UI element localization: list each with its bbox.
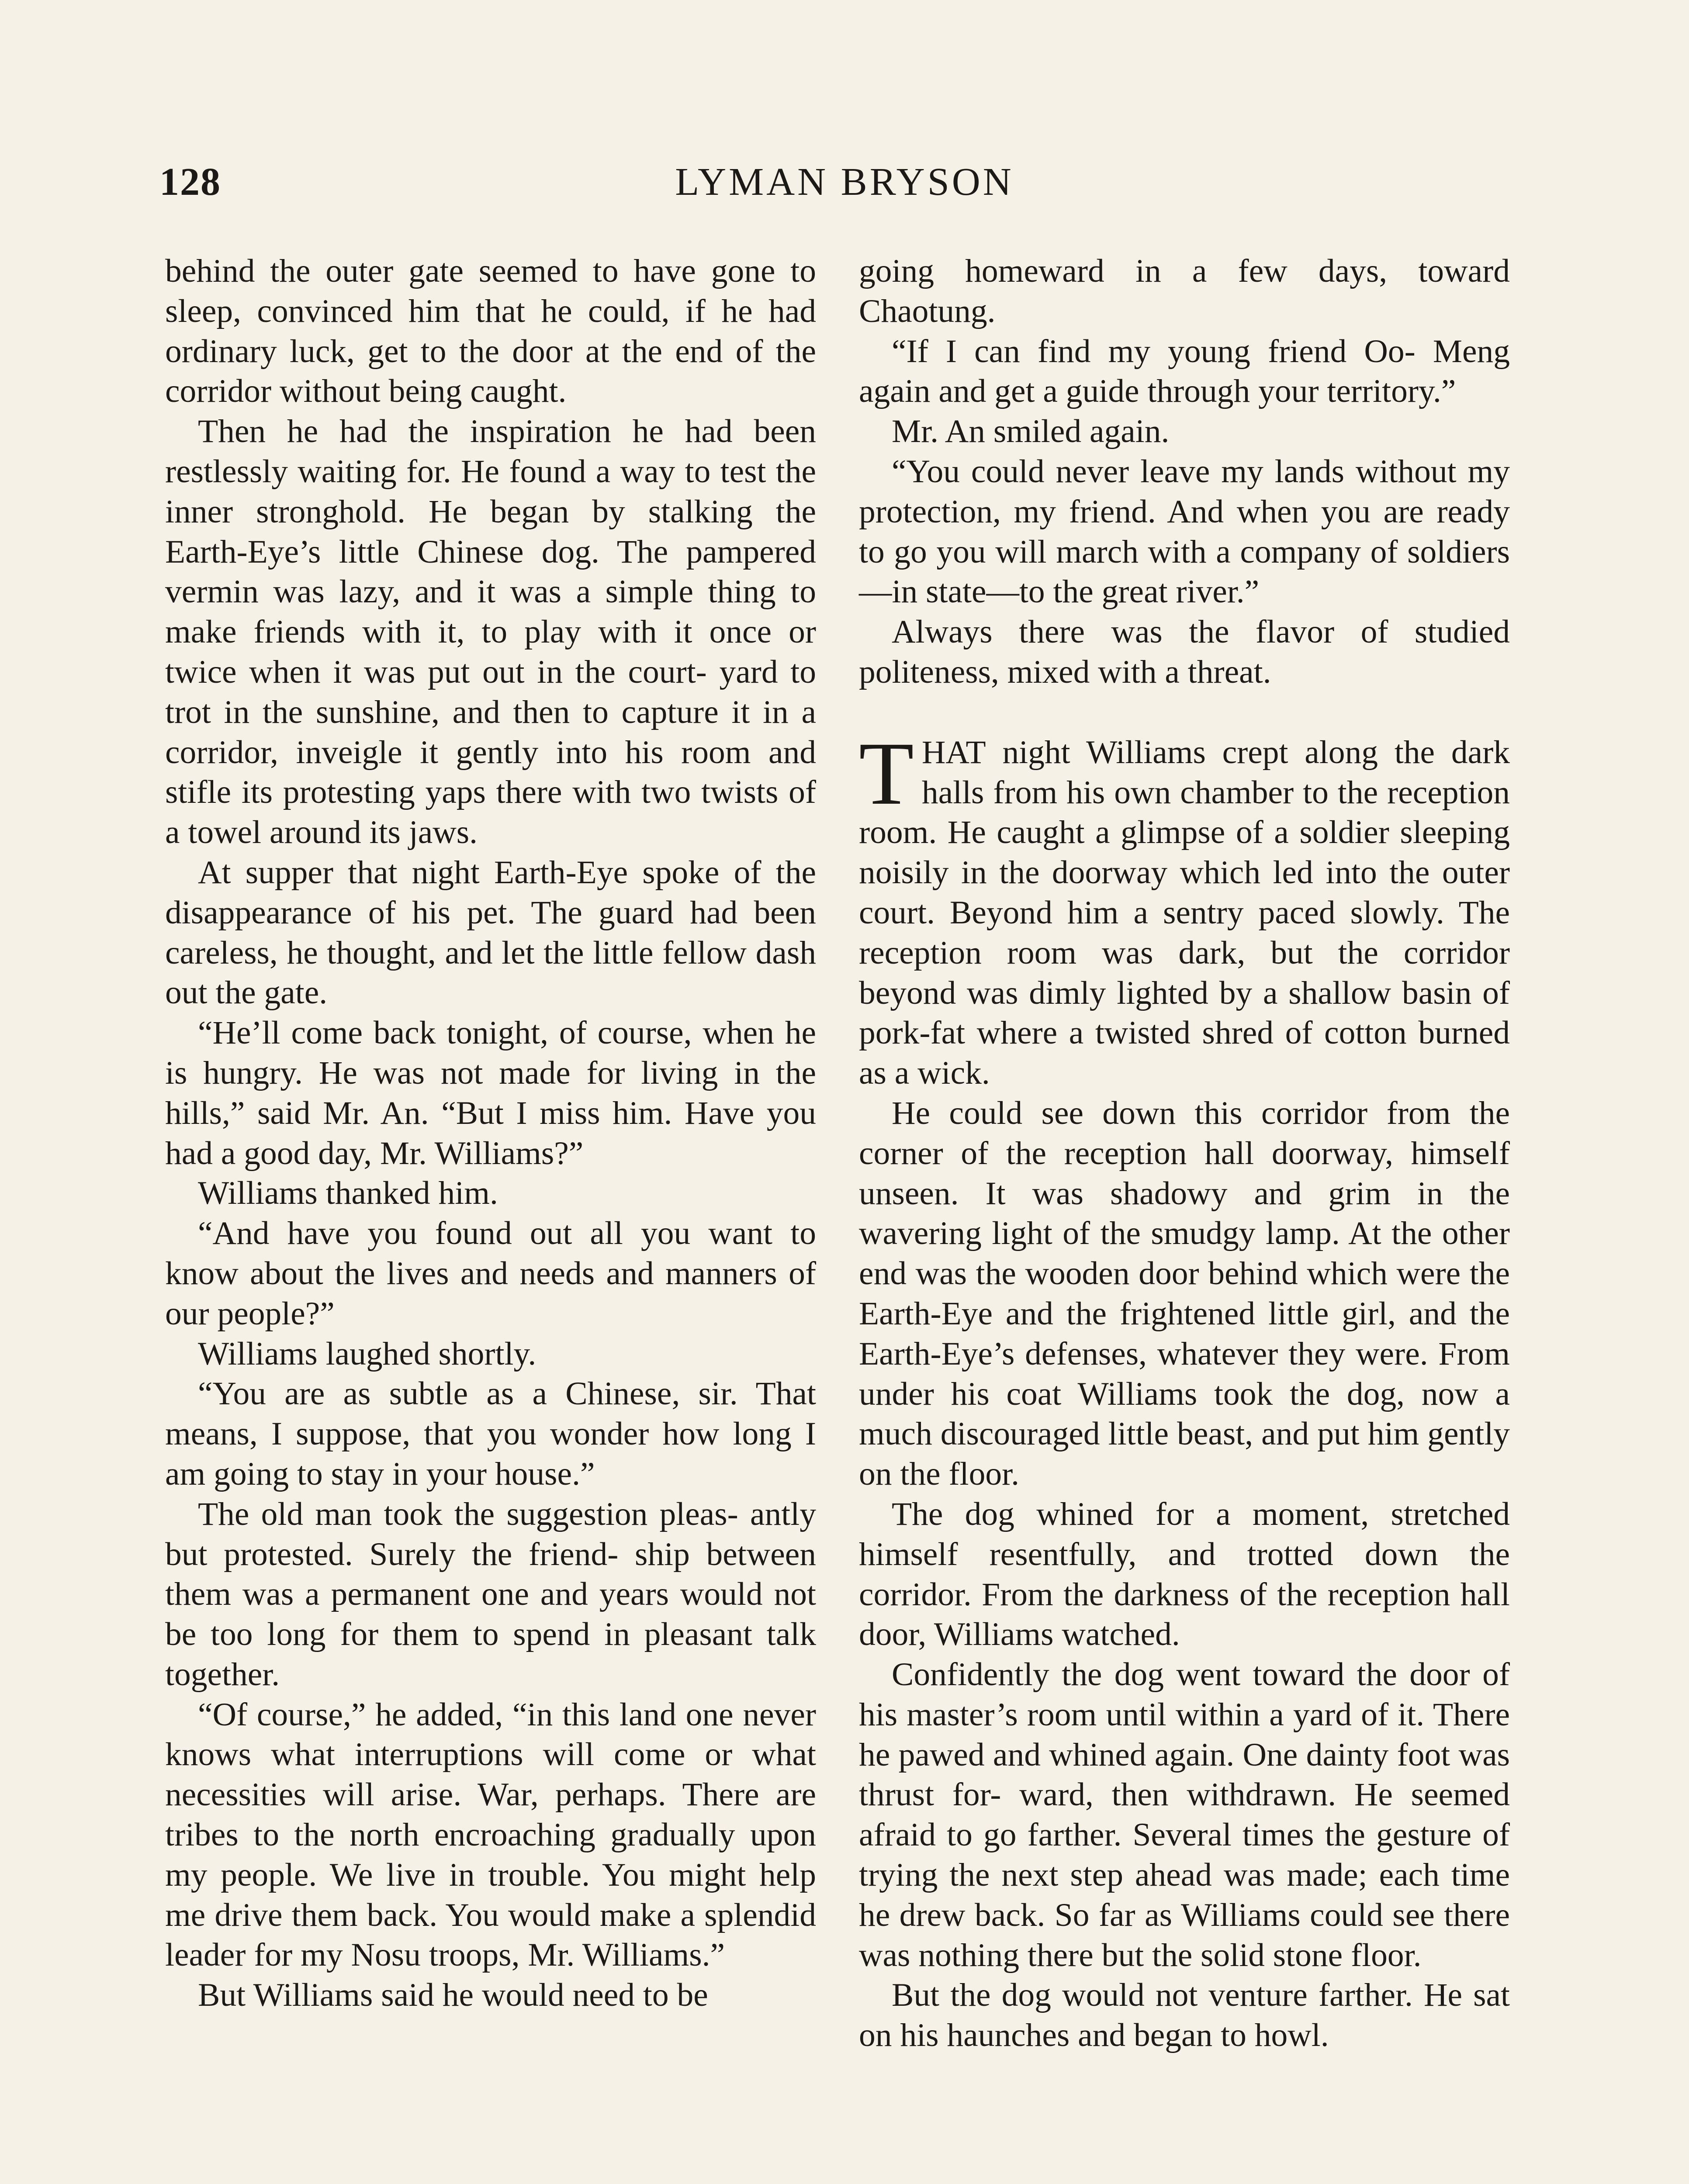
paragraph: But the dog would not venture farther. He sat on his haunches and began to howl. [859, 1977, 1510, 2054]
section-first-text: night Williams crept along the dark halls from his own chamber to the reception room. He caught a glimpse of a soldier sleeping noisily in the doorway which led into the outer court. Beyond him a sentry paced slowly. The reception room was dark, but the corridor beyond was dimly lighted by a shallow basin of pork-fat where a twisted shred of cotton burned as a wick. [859, 734, 1510, 1092]
paragraph: “You are as subtle as a Chinese, sir. That means, I suppose, that you wonder how long I am going to stay in your house.” [165, 1375, 816, 1492]
paragraph: Confidently the dog went toward the door of his master’s room until within a yard of it. There he pawed and whined again. One dainty foot was thrust for- ward, then withdrawn. He seemed afraid to go farther. Several times the gesture of trying the next step ahead was made; each time he drew back. So far as Williams could see there was nothing there but the solid stone floor. [859, 1656, 1510, 1973]
paragraph: Mr. An smiled again. [892, 413, 1170, 450]
paragraph: Then he had the inspiration he had been restlessly waiting for. He found a way to test the inner stronghold. He began by stalking the Earth-Eye’s little Chinese dog. The pampered vermin was lazy, and it was a simple thing to make friends with it, to play with it once or twice when it was put out in the court- yard to trot in the sunshine, and then to capture it in a corridor, inveigle it gently into his room and stifle its protesting yaps there with two twists of a towel around its jaws. [165, 413, 816, 851]
left-column [165, 251, 816, 2015]
paragraph: “If I can find my young friend Oo- Meng again and get a guide through your territory.” [859, 333, 1510, 410]
drop-cap: T [859, 723, 914, 823]
paragraph: But Williams said he would need to be [198, 1977, 708, 2014]
paragraph: The dog whined for a moment, stretched himself resentfully, and trotted down the corridor. From the darkness of the reception hall door, Williams watched. [859, 1496, 1510, 1653]
right-column [859, 251, 1510, 2056]
paragraph: “Of course,” he added, “in this land one never knows what interruptions will come or what necessities will arise. War, perhaps. There are tribes to the north encroaching gradually upon my people. We live in trouble. You might help me drive them back. You would make a splendid leader for my Nosu troops, Mr. Williams.” [165, 1696, 816, 1973]
running-head: LYMAN BRYSON [675, 160, 1014, 204]
section-opening-paragraph [859, 723, 1510, 1093]
paragraph: behind the outer gate seemed to have gone to sleep, convinced him that he could, if he had ordinary luck, get to the door at the end of the corridor without being caught. [165, 253, 816, 410]
page-number: 128 [159, 160, 221, 204]
paragraph: Always there was the flavor of studied politeness, mixed with a threat. [859, 614, 1510, 690]
paragraph: Williams laughed shortly. [198, 1335, 536, 1372]
small-caps-lead: HAT [921, 734, 986, 771]
paragraph: going homeward in a few days, toward Chaotung. [859, 253, 1510, 329]
paragraph: At supper that night Earth-Eye spoke of the disappearance of his pet. The guard had been careless, he thought, and let the little fellow dash out the gate. [165, 854, 816, 1011]
paragraph: “And have you found out all you want to know about the lives and needs and manners of our people?” [165, 1215, 816, 1332]
paragraph: The old man took the suggestion pleas- antly but protested. Surely the friend- ship between them was a permanent one and years would not be too long for them to spend in pleasant talk together. [165, 1496, 816, 1693]
paragraph: Williams thanked him. [198, 1175, 498, 1212]
paragraph: “He’ll come back tonight, of course, when he is hungry. He was not made for living in the hills,” said Mr. An. “But I miss him. Have you had a good day, Mr. Williams?” [165, 1015, 816, 1171]
paragraph: He could see down this corridor from the corner of the reception hall doorway, himself unseen. It was shadowy and grim in the wavering light of the smudgy lamp. At the other end was the wooden door behind which were the Earth-Eye and the frightened little girl, and the Earth-Eye’s defenses, whatever they were. From under his coat Williams took the dog, now a much discouraged little beast, and put him gently on the floor. [859, 1095, 1510, 1493]
paragraph: “You could never leave my lands without my protection, my friend. And when you are ready to go you will march with a company of soldiers—in state—to the great river.” [859, 453, 1510, 610]
